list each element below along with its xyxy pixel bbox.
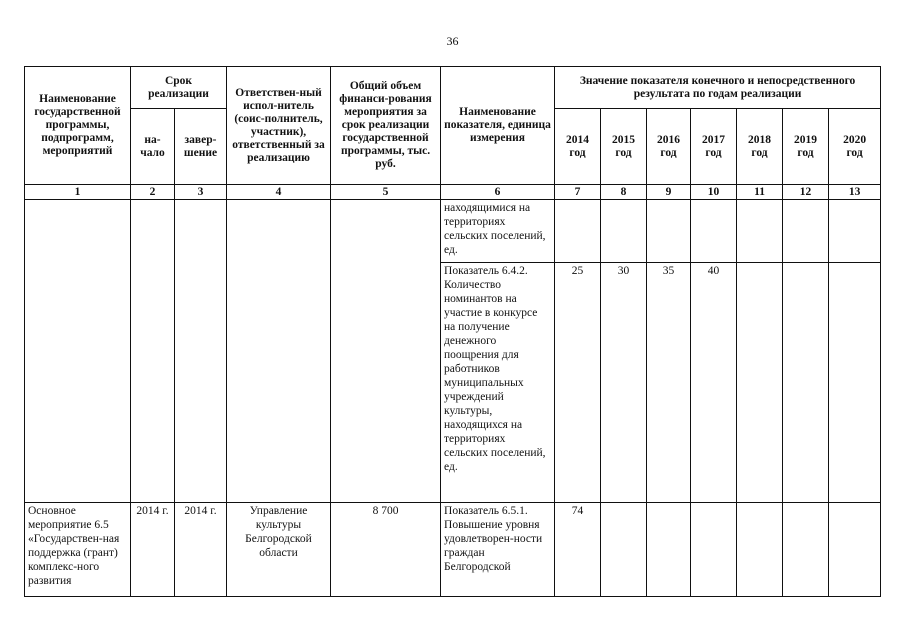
indicator-cell: Показатель 6.4.2. Количество номинантов на участие в конкурсе на получение денежного поощрения для работников муниципальных учреждений культуры, находящихся на территориях сельских поселений, ед. <box>441 263 555 503</box>
column-number: 9 <box>647 185 691 200</box>
value-2018-cell <box>737 200 783 263</box>
value-2014-cell: 25 <box>555 263 601 503</box>
header-end: завер-шение <box>175 109 227 185</box>
table-row <box>25 200 881 263</box>
value-2016-cell: 35 <box>647 263 691 503</box>
value-2019-cell <box>783 503 829 597</box>
column-number: 3 <box>175 185 227 200</box>
value-2019-cell <box>783 263 829 503</box>
funding-cell <box>331 200 441 503</box>
indicator-cell: находящимися на территориях сельских поселений, ед. <box>441 200 555 263</box>
value-2015-cell: 30 <box>601 263 647 503</box>
column-number: 7 <box>555 185 601 200</box>
column-number: 13 <box>829 185 881 200</box>
value-2016-cell <box>647 503 691 597</box>
value-2019-cell <box>783 200 829 263</box>
end-cell <box>175 200 227 503</box>
start-cell <box>131 200 175 503</box>
header-term: Срок реализации <box>131 67 227 109</box>
column-number: 2 <box>131 185 175 200</box>
value-2017-cell: 40 <box>691 263 737 503</box>
value-2018-cell <box>737 263 783 503</box>
value-2016-cell <box>647 200 691 263</box>
value-2017-cell <box>691 200 737 263</box>
end-cell: 2014 г. <box>175 503 227 597</box>
value-2020-cell <box>829 503 881 597</box>
table-row <box>25 503 881 597</box>
header-responsible: Ответствен-ный испол-нитель (соис-полнитель, участник), ответственный за реализацию <box>227 67 331 185</box>
column-number: 5 <box>331 185 441 200</box>
column-number: 8 <box>601 185 647 200</box>
header-year-2020: 2020 год <box>829 109 881 185</box>
header-year-2019: 2019 год <box>783 109 829 185</box>
value-2015-cell <box>601 200 647 263</box>
responsible-cell <box>227 200 331 503</box>
start-cell: 2014 г. <box>131 503 175 597</box>
page-number: 36 <box>446 34 459 48</box>
column-number: 1 <box>25 185 131 200</box>
header-year-2018: 2018 год <box>737 109 783 185</box>
responsible-cell: Управление культуры Белгородской области <box>227 503 331 597</box>
program-name-cell <box>25 200 131 503</box>
header-funding: Общий объем финанси-рования мероприятия за срок реализации государственной программы, тыс. руб. <box>331 67 441 185</box>
header-program-name: Наименование государственной программы, подпрограмм, мероприятий <box>25 67 131 185</box>
header-indicator: Наименование показателя, единица измерения <box>441 67 555 185</box>
value-2018-cell <box>737 503 783 597</box>
header-year-2016: 2016 год <box>647 109 691 185</box>
column-number: 10 <box>691 185 737 200</box>
value-2014-cell <box>555 200 601 263</box>
column-number: 6 <box>441 185 555 200</box>
header-year-2015: 2015 год <box>601 109 647 185</box>
column-numbers-row <box>25 185 881 200</box>
column-number: 12 <box>783 185 829 200</box>
header-year-2014: 2014 год <box>555 109 601 185</box>
value-2020-cell <box>829 200 881 263</box>
program-indicators-table <box>24 66 881 597</box>
header-year-2017: 2017 год <box>691 109 737 185</box>
value-2020-cell <box>829 263 881 503</box>
header-years-title: Значение показателя конечного и непосредственного результата по годам реализации <box>555 67 881 109</box>
indicator-cell: Показатель 6.5.1. Повышение уровня удовлетворен-ности граждан Белгородской <box>441 503 555 597</box>
funding-cell: 8 700 <box>331 503 441 597</box>
value-2014-cell: 74 <box>555 503 601 597</box>
value-2017-cell <box>691 503 737 597</box>
column-number: 11 <box>737 185 783 200</box>
column-number: 4 <box>227 185 331 200</box>
value-2015-cell <box>601 503 647 597</box>
program-name-cell: Основное мероприятие 6.5 «Государствен-ная поддержка (грант) комплекс-ного развития <box>25 503 131 597</box>
header-start: на-чало <box>131 109 175 185</box>
